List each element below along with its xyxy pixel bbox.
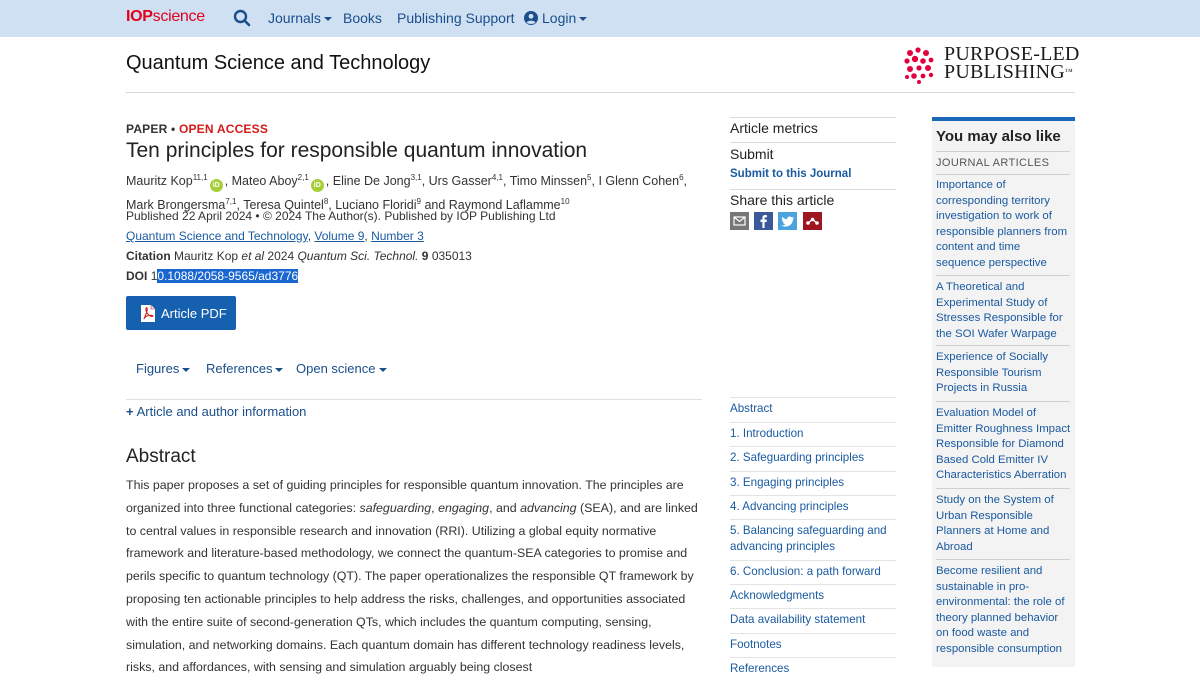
divider	[730, 142, 896, 143]
facebook-icon[interactable]	[754, 212, 773, 230]
divider	[730, 495, 896, 496]
divider	[730, 560, 896, 561]
author-name[interactable]: Urs Gasser	[428, 174, 492, 189]
search-icon[interactable]	[233, 9, 251, 27]
nav-journals[interactable]: Journals	[268, 10, 332, 26]
tab-figures[interactable]: Figures	[136, 361, 190, 376]
article-title: Ten principles for responsible quantum innovation	[126, 139, 588, 162]
author-affiliation-ref[interactable]: 10	[560, 197, 570, 207]
author-name[interactable]: Eline De Jong	[332, 174, 411, 189]
purpose-led-publishing-logo-icon	[902, 46, 942, 86]
divider	[936, 275, 1070, 276]
author-affiliation-ref[interactable]: 7,1	[225, 197, 237, 207]
open-access-badge: OPEN ACCESS	[178, 122, 269, 136]
author-affiliation-ref[interactable]: 4,1	[491, 173, 503, 182]
chevron-down-icon	[324, 17, 332, 21]
author-affiliation-ref[interactable]: 3,1	[410, 173, 422, 182]
chevron-down-icon	[182, 368, 190, 372]
nav-books[interactable]: Books	[343, 10, 382, 26]
divider	[730, 446, 896, 447]
author-name[interactable]: Raymond Laflamme	[448, 198, 561, 213]
related-article-link[interactable]: Experience of Socially Responsible Tourism Projects in Russia	[936, 351, 1049, 394]
abstract-heading: Abstract	[126, 446, 196, 467]
mendeley-icon[interactable]	[803, 212, 822, 230]
author-affiliation-ref[interactable]: 5	[587, 173, 592, 182]
orcid-icon[interactable]: iD	[210, 179, 223, 192]
twitter-icon[interactable]	[778, 212, 797, 230]
author-affiliation-ref[interactable]: 9	[416, 197, 421, 207]
tabs-divider	[126, 399, 702, 400]
author-affiliation-ref[interactable]: 8	[323, 197, 329, 207]
submit-heading: Submit	[730, 146, 774, 162]
orcid-icon[interactable]: iD	[311, 179, 324, 192]
nav-publishing-support[interactable]: Publishing Support	[397, 10, 515, 26]
toc-link[interactable]: Footnotes	[730, 638, 782, 651]
issue-link[interactable]: Number 3	[371, 229, 424, 243]
top-navbar	[0, 0, 1200, 37]
author-name[interactable]: Mauritz Kop	[126, 174, 193, 189]
submit-to-journal-link[interactable]: Submit to this Journal	[730, 168, 852, 180]
published-date: Published 22 April 2024 • © 2024 The Author(s). Published by IOP Publishing Ltd	[126, 209, 556, 223]
related-article-link[interactable]: Importance of corresponding territory investigation to work of responsible planners from content and time sequence perspective	[936, 179, 1068, 269]
divider	[730, 397, 896, 398]
related-articles-sidebar	[932, 117, 1075, 667]
author-name[interactable]: Timo Minssen	[509, 174, 588, 189]
doi-line[interactable]: DOI 10.1088/2058-9565/ad3776	[126, 269, 299, 283]
chevron-down-icon	[275, 368, 283, 372]
user-icon	[524, 11, 538, 25]
divider	[936, 488, 1070, 489]
journal-title[interactable]: Quantum Science and Technology	[126, 52, 431, 74]
divider	[730, 633, 896, 634]
divider	[936, 174, 1070, 175]
pdf-icon	[139, 304, 157, 323]
divider	[730, 189, 896, 190]
publisher-wordmark[interactable]: PURPOSE-LED PUBLISHING™	[944, 43, 1080, 83]
doi-selected-text: 0.1088/2058-9565/ad3776	[157, 269, 299, 283]
share-heading: Share this article	[730, 192, 835, 208]
toc-link[interactable]: 6. Conclusion: a path forward	[730, 565, 881, 578]
journal-link[interactable]: Quantum Science and Technology	[126, 229, 308, 243]
divider	[730, 584, 896, 585]
divider	[936, 401, 1070, 402]
related-article-link[interactable]: Study on the System of Urban Responsible Planners at Home and Abroad	[936, 494, 1054, 553]
article-metrics-link[interactable]: Article metrics	[730, 120, 818, 136]
author-name[interactable]: Mateo Aboy	[231, 174, 298, 189]
divider	[730, 422, 896, 423]
author-list: Mauritz Kop$^{11,1}$iD , Mateo Aboy$^{2,1}$iD , Eline De Jong$^{3,1}$, Urs Gasser$^{4,1}$, Timo Minssen$^5$, I Glenn Cohen$^6$, Mark Brongersma$^{7,1}$, Teresa Quintel$^8$, Luciano Floridi$^9$ and Raymond Laflamme$^{10}$	[126, 173, 687, 213]
toc-link[interactable]: References	[730, 662, 790, 675]
toc-link[interactable]: 3. Engaging principles	[730, 476, 845, 489]
divider	[936, 345, 1070, 346]
sidebar-subheading: JOURNAL ARTICLES	[936, 157, 1050, 169]
divider	[936, 151, 1070, 152]
journal-volume-links: Quantum Science and Technology, Volume 9, Number 3	[126, 229, 424, 243]
divider	[730, 117, 896, 118]
related-article-link[interactable]: Evaluation Model of Emitter Roughness Impact Responsible for Diamond Based Cold Emitter IV Characteristics Aberration	[936, 407, 1071, 481]
tab-references[interactable]: References	[206, 361, 283, 376]
article-author-info-toggle[interactable]: + Article and author information	[126, 404, 307, 419]
author-name[interactable]: Luciano Floridi	[335, 198, 417, 213]
header-divider	[126, 92, 1075, 93]
article-type-label: PAPER • OPEN ACCESS	[126, 122, 269, 136]
toc-link[interactable]: 4. Advancing principles	[730, 500, 849, 513]
iopscience-logo[interactable]: IOPscience	[126, 8, 205, 25]
author-affiliation-ref[interactable]: 2,1	[297, 173, 309, 182]
article-pdf-button[interactable]: Article PDF	[126, 296, 236, 330]
abstract-text: This paper proposes a set of guiding principles for responsible quantum innovation. The principles are organized into three functional categories: safeguarding, engaging, and advancing (SEA), and are linked to central values in responsible research and innovation (RRI). Utilizing a global equity normative framework and literature-based methodology, we connect the quantum-SEA categories to promise and perils specific to quantum technology (QT). The paper operationalizes the responsible QT framework by proposing ten actionable principles to help address the risks, challenges, and opportunities associated with the entire suite of second-generation QTs, which includes the quantum computing, sensing, simulation, and networking domains. Each quantum domain has different technology readiness levels, risks, and affordances, with sensing and simulation arguably being closest	[126, 478, 698, 675]
chevron-down-icon	[379, 368, 387, 372]
citation-line: Citation Mauritz Kop et al 2024 Quantum Sci. Technol. 9 035013	[126, 249, 472, 263]
toc-link[interactable]: Acknowledgments	[730, 589, 825, 602]
author-affiliation-ref[interactable]: 6	[679, 173, 684, 182]
divider	[730, 519, 896, 520]
toc-link[interactable]: Data availability statement	[730, 613, 866, 626]
related-article-link[interactable]: A Theoretical and Experimental Study of Stresses Responsible for the SOI Wafer Warpage	[936, 281, 1063, 340]
sidebar-heading: You may also like	[936, 128, 1061, 145]
author-name[interactable]: Teresa Quintel	[243, 198, 324, 213]
divider	[730, 608, 896, 609]
author-name[interactable]: I Glenn Cohen	[598, 174, 680, 189]
divider	[730, 657, 896, 658]
tab-open-science[interactable]: Open science	[296, 361, 387, 376]
nav-login[interactable]: Login	[524, 10, 587, 26]
email-icon[interactable]	[730, 212, 749, 230]
volume-link[interactable]: Volume 9	[314, 229, 365, 243]
toc-link[interactable]: 5. Balancing safeguarding and advancing principles	[730, 524, 887, 553]
divider	[936, 559, 1070, 560]
toc-link[interactable]: Abstract	[730, 402, 773, 415]
author-affiliation-ref[interactable]: 11,1	[192, 173, 208, 182]
author-name[interactable]: Mark Brongersma	[126, 198, 226, 213]
toc-link[interactable]: 2. Safeguarding principles	[730, 451, 865, 464]
divider	[730, 471, 896, 472]
toc-link[interactable]: 1. Introduction	[730, 427, 804, 440]
chevron-down-icon	[579, 17, 587, 21]
plus-icon: +	[126, 404, 134, 419]
related-article-link[interactable]: Become resilient and sustainable in pro-environmental: the role of theory planned behavior on food waste and responsible consumption	[936, 565, 1065, 655]
